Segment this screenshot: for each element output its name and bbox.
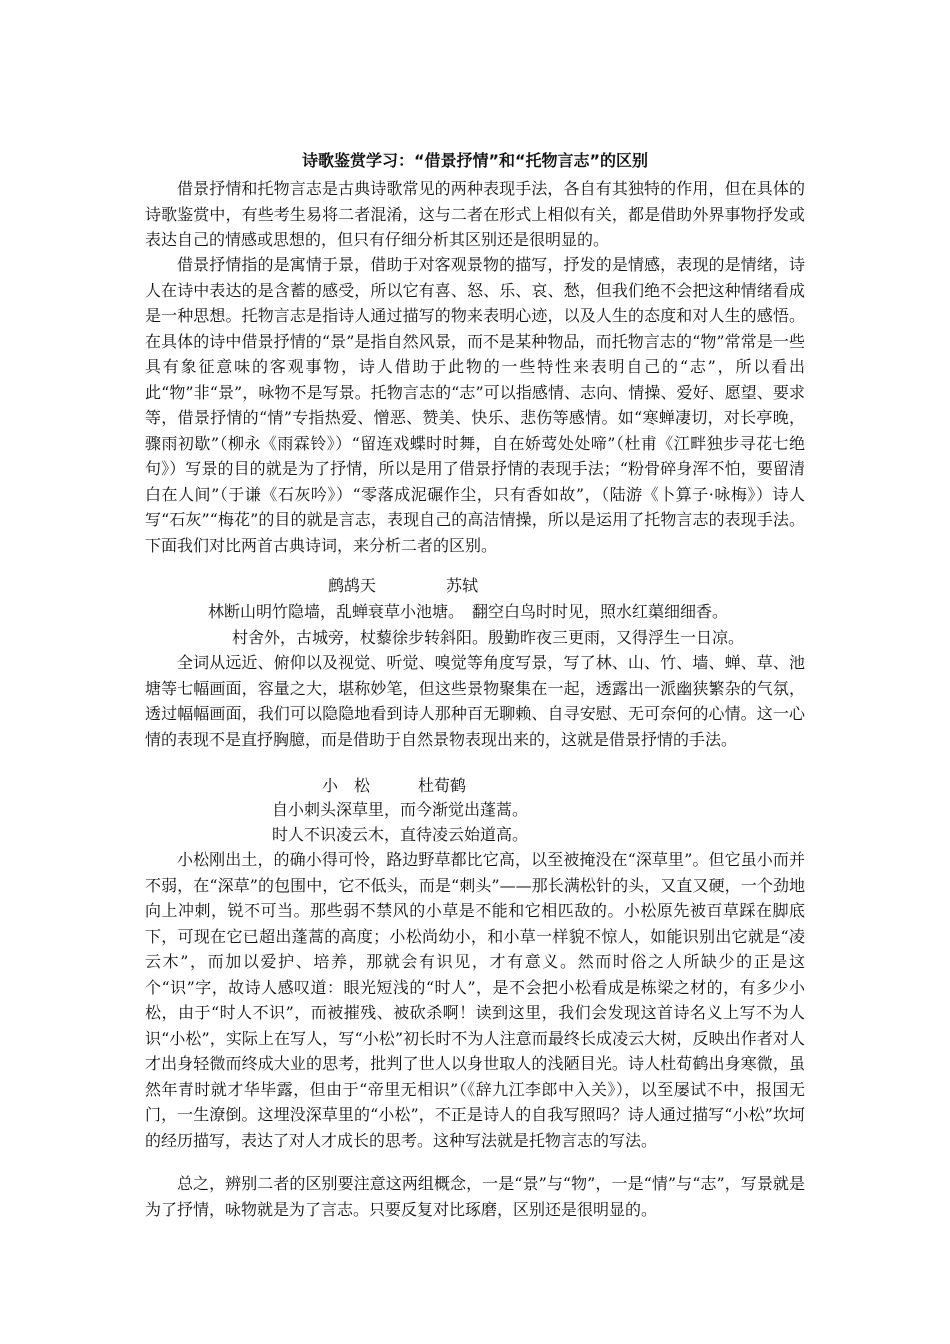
poem2-title: 小 松: [322, 776, 371, 795]
article-title: 诗歌鉴赏学习：“借景抒情”和“托物言志”的区别: [301, 151, 649, 170]
poem1-author: 苏轼: [446, 576, 479, 595]
paragraph-definition: 借景抒情指的是寓情于景，借助于对客观景物的描写，抒发的是情感，表现的是情绪，诗人在诗中表达的是含蓄的感受，所以它有喜、怒、乐、哀、愁，但我们绝不会把这种情绪看成是一种思想。托物言志是指诗人通过描写的物来表明心迹，以及人生的态度和对人生的感悟。在具体的诗中借景抒情的“景”是指自然风景，而不是某种物品，而托物言志的“物”常常是一些具有象征意味的客观事物，诗人借助于此物的一些特性来表明自己的“志”，所以看出此“物”非“景”，咏物不是写景。托物言志的“志”可以指感情、志向、情操、爱好、愿望、要求等，借景抒情的“情”专指热爱、憎恶、赞美、快乐、悲伤等感情。如“寒蝉凄切，对长亭晚，骤雨初歇”（柳永《雨霖铃》）“留连戏蝶时时舞，自在娇莺处处啼”（杜甫《江畔独步寻花七绝句》）写景的目的就是为了抒情，所以是用了借景抒情的表现手法；“粉骨碎身浑不怕，要留清白在人间”（于谦《石灰吟》）“零落成泥碾作尘，只有香如故”，（陆游《卜算子·咏梅》）诗人写“石灰”“梅花”的目的就是言志，表现自己的高洁情操，所以是运用了托物言志的表现手法。下面我们对比两首古典诗词，来分析二者的区别。: [145, 255, 805, 555]
poem1-line: 林断山明竹隐墙，乱蝉衰草小池塘。 翻空白鸟时时见，照水红蕖细细香。: [208, 602, 729, 621]
poem1-title: 鹧鸪天: [328, 576, 377, 595]
poem2-author: 杜荀鹤: [418, 776, 467, 795]
poem2-line: 自小刺头深草里，而今渐觉出蓬蒿。: [272, 800, 529, 819]
paragraph-analysis2: 小松刚出土，的确小得可怜，路边野草都比它高，以至被掩没在“深草里”。但它虽小而并不弱，在“深草”的包围中，它不低头，而是“刺头”——那长满松针的头，又直又硬，一个劲地向上冲刺，锐不可当。那些弱不禁风的小草是不能和它相匹敌的。小松原先被百草踩在脚底下，可现在它已超出蓬蒿的高度；小松尚幼小，和小草一样貌不惊人，如能识别出它就是“凌云木”，而加以爱护、培养，那就会有识见，才有意义。然而时俗之人所缺少的正是这个“识”字，故诗人感叹道：眼光短浅的“时人”，是不会把小松看成是栋梁之材的，有多少小松，由于“时人不识”，而被摧残、被砍杀啊！读到这里，我们会发现这首诗名义上写不为人识“小松”，实际上在写人，写“小松”初长时不为人注意而最终长成凌云大树，反映出作者对人才出身轻微而终成大业的思考，批判了世人以身世取人的浅陋目光。诗人杜荀鹤出身寒微，虽然年青时就才华毕露，但由于“帝里无相识”（《辞九江李郎中入关》），以至屡试不中，报国无门，一生潦倒。这埋没深草里的“小松”，不正是诗人的自我写照吗？诗人通过描写“小松”坎坷的经历描写，表达了对人才成长的思考。这种写法就是托物言志的写法。: [145, 850, 805, 1150]
poem2-line: 时人不识凌云木，直待凌云始道高。: [272, 825, 529, 844]
paragraph-analysis1: 全词从远近、俯仰以及视觉、听觉、嗅觉等角度写景，写了林、山、竹、墙、蝉、草、池塘等七幅画面，容量之大，堪称妙笔，但这些景物聚集在一起，透露出一派幽狭繁杂的气氛，透过幅幅画面，我们可以隐隐地看到诗人那种百无聊赖、自寻安慰、无可奈何的心情。这一心情的表现不是直抒胸臆，而是借助于自然景物表现出来的，这就是借景抒情的手法。: [145, 653, 805, 749]
poem1-line: 村舍外，古城旁，杖藜徐步转斜阳。殷勤昨夜三更雨，又得浮生一日凉。: [232, 628, 745, 647]
paragraph-conclusion: 总之，辨别二者的区别要注意这两组概念，一是“景”与“物”，一是“情”与“志”，写景就是为了抒情，咏物就是为了言志。只要反复对比琢磨，区别还是很明显的。: [145, 1174, 805, 1219]
paragraph-intro: 借景抒情和托物言志是古典诗歌常见的两种表现手法，各自有其独特的作用，但在具体的诗歌鉴赏中，有些考生易将二者混淆，这与二者在形式上相似有关，都是借助外界事物抒发或表达自己的情感或思想的，但只有仔细分析其区别还是很明显的。: [145, 179, 805, 249]
